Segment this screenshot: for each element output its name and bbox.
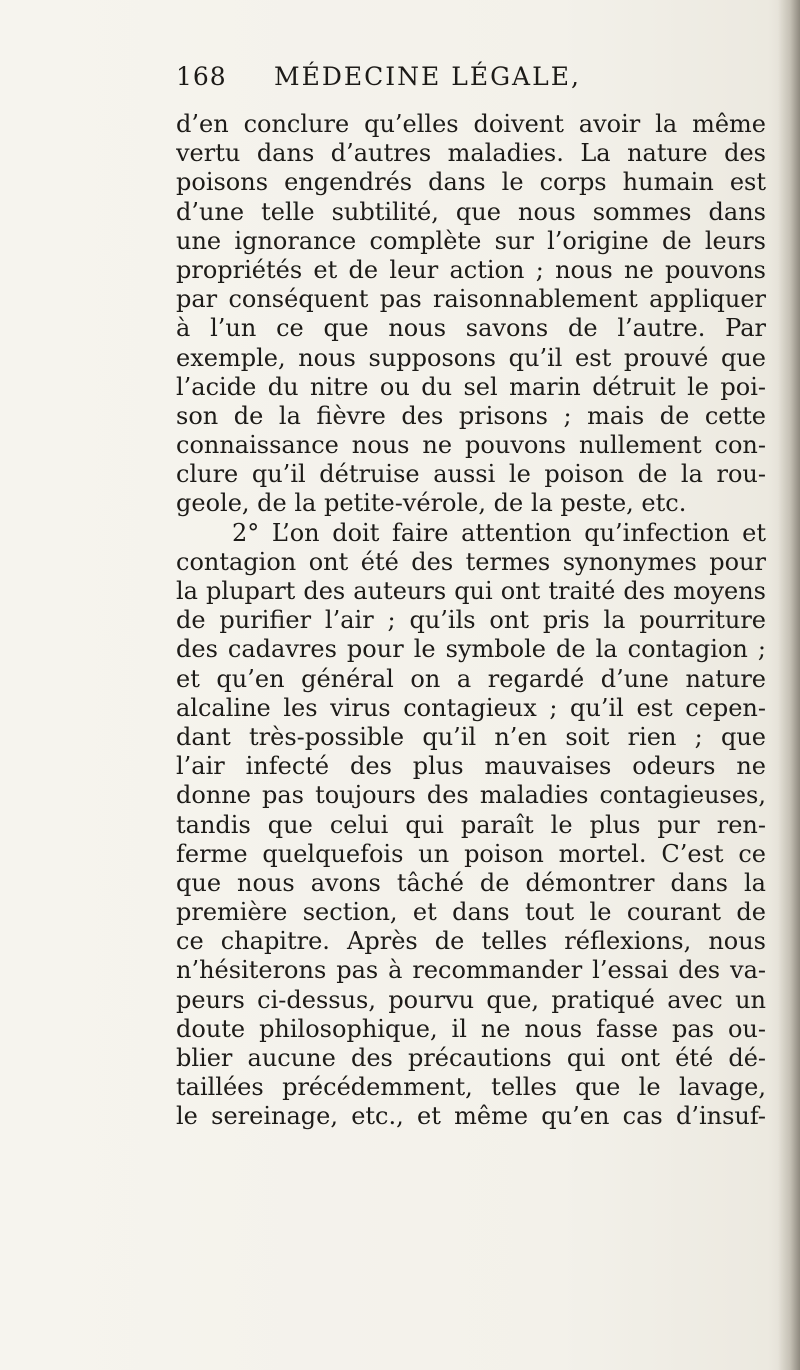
text-line: geole, de la petite-vérole, de la peste, etc.	[176, 489, 687, 518]
text-line: propriétés et de leur action ; nous ne pouvons	[176, 255, 766, 284]
text-line: une ignorance complète sur l’origine de leurs	[176, 226, 766, 255]
body-text	[176, 110, 766, 1132]
text-line: contagion ont été des termes synonymes pour	[176, 547, 766, 576]
text-line: l’acide du nitre ou du sel marin détruit le poi-	[176, 372, 766, 401]
text-line: doute philosophique, il ne nous fasse pas ou-	[176, 1014, 766, 1043]
text-line: le sereinage, etc., et même qu’en cas d’insuf-	[176, 1102, 766, 1131]
text-line: ce chapitre. Après de telles réflexions, nous	[176, 927, 766, 956]
text-line: et qu’en général on a regardé d’une nature	[176, 664, 766, 693]
text-line: taillées précédemment, telles que le lavage,	[176, 1073, 766, 1102]
text-line: alcaline les virus contagieux ; qu’il est cepen-	[176, 693, 766, 722]
text-line: par conséquent pas raisonnablement appliquer	[176, 285, 766, 314]
text-line: connaissance nous ne pouvons nullement con-	[176, 431, 766, 460]
paragraph-start-line: 2° L’on doit faire attention qu’infection et	[232, 518, 766, 547]
page-number: 168	[176, 62, 227, 91]
text-line: exemple, nous supposons qu’il est prouvé que	[176, 343, 766, 372]
text-line: la plupart des auteurs qui ont traité des moyens	[176, 577, 766, 605]
text-line: d’en conclure qu’elles doivent avoir la même	[176, 110, 766, 138]
text-line: son de la fièvre des prisons ; mais de cette	[176, 401, 766, 430]
text-line: des cadavres pour le symbole de la contagion ;	[176, 635, 766, 664]
text-line: clure qu’il détruise aussi le poison de la rou-	[176, 460, 766, 489]
text-line: à l’un ce que nous savons de l’autre. Par	[176, 314, 766, 343]
text-line: l’air infecté des plus mauvaises odeurs ne	[176, 752, 766, 781]
text-line: n’hésiterons pas à recommander l’essai des va-	[176, 956, 766, 985]
text-line: donne pas toujours des maladies contagieuses,	[176, 781, 766, 810]
text-line: dant très-possible qu’il n’en soit rien ; que	[176, 722, 766, 751]
text-line: poisons engendrés dans le corps humain est	[176, 168, 766, 197]
text-line: que nous avons tâché de démontrer dans la	[176, 868, 766, 897]
running-title: MÉDECINE LÉGALE,	[274, 62, 581, 91]
text-line: tandis que celui qui paraît le plus pur ren-	[176, 810, 766, 839]
text-line: vertu dans d’autres maladies. La nature des	[176, 139, 766, 168]
text-line: d’une telle subtilité, que nous sommes dans	[176, 197, 766, 226]
text-line: ferme quelquefois un poison mortel. C’est ce	[176, 839, 766, 868]
text-line: de purifier l’air ; qu’ils ont pris la pourriture	[176, 606, 766, 635]
running-header	[176, 62, 776, 102]
page-gutter-shadow	[778, 0, 800, 1370]
text-line: blier aucune des précautions qui ont été dé-	[176, 1044, 766, 1072]
text-line: première section, et dans tout le courant de	[176, 898, 766, 927]
text-line: peurs ci-dessus, pourvu que, pratiqué avec un	[176, 985, 766, 1014]
